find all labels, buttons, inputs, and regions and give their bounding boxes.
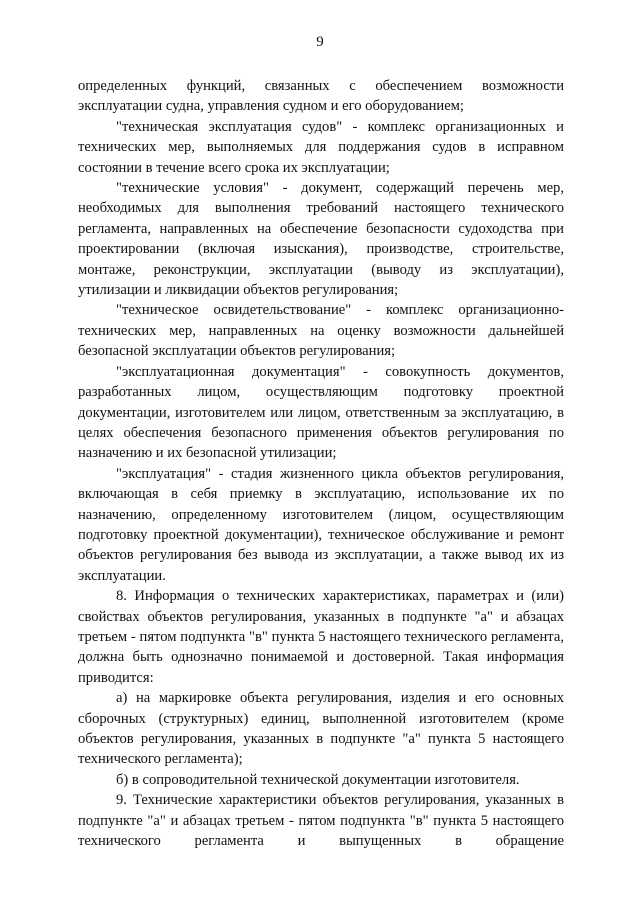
paragraph-continuation: определенных функций, связанных с обеспечением возможности эксплуатации судна, управления судном и его оборудованием; bbox=[78, 78, 564, 115]
clause-8-item-a: а) на маркировке объекта регулирования, изделия и его основных сборочных (структурных) единиц, выполненной изготовителем (кроме объектов регулирования, указанных в подпункте "а" пункта 5 настоящего технического регламента); bbox=[78, 690, 564, 768]
definition-operation: "эксплуатация" - стадия жизненного цикла объектов регулирования, включающая в себя приемку в эксплуатацию, использование их по назначению, определенному изготовителем (лицом, осуществляющим подготовку проектной документации), техническое обслуживание и ремонт объектов регулирования без вывода из эксплуатации, а также вывод их из эксплуатации. bbox=[78, 465, 564, 584]
clause-8-item-b: б) в сопроводительной технической документации изготовителя. bbox=[116, 771, 520, 788]
clause-8: 8. Информация о технических характеристиках, параметрах и (или) свойствах объектов регулирования, указанных в подпункте "а" и абзацах третьем - пятом подпункта "в" пункта 5 настоящего технического регламента, должна быть однозначно понимаемой и достоверной. Такая информация приводится: bbox=[78, 588, 564, 686]
document-body bbox=[78, 76, 564, 851]
page-number: 9 bbox=[316, 34, 324, 50]
clause-9: 9. Технические характеристики объектов регулирования, указанных в подпункте "а" и абзацах третьем - пятом подпункта "в" пункта 5 настоящего технического регламента и выпущенных в обращение bbox=[78, 792, 564, 850]
definition-technical-survey: "техническое освидетельствование" - комплекс организационно-технических мер, направленных на оценку возможности дальнейшей безопасной эксплуатации объектов регулирования; bbox=[78, 302, 564, 360]
definition-operational-documentation: "эксплуатационная документация" - совокупность документов, разработанных лицом, осуществляющим подготовку проектной документации, изготовителем или лицом, ответственным за эксплуатацию, в целях обеспечения безопасного применения объектов регулирования по назначению и их безопасной утилизации; bbox=[78, 363, 564, 462]
definition-technical-conditions: "технические условия" - документ, содержащий перечень мер, необходимых для выполнения требований настоящего технического регламента, направленных на обеспечение безопасности судоходства при проектировании (включая изыскания), производстве, строительстве, монтаже, реконструкции, эксплуатации (выводу из эксплуатации), утилизации и ликвидации объектов регулирования; bbox=[78, 180, 564, 299]
definition-technical-operation-of-ships: "техническая эксплуатация судов" - комплекс организационных и технических мер, выполняемых для поддержания судов в исправном состоянии в течение всего срока их эксплуатации; bbox=[78, 118, 564, 176]
